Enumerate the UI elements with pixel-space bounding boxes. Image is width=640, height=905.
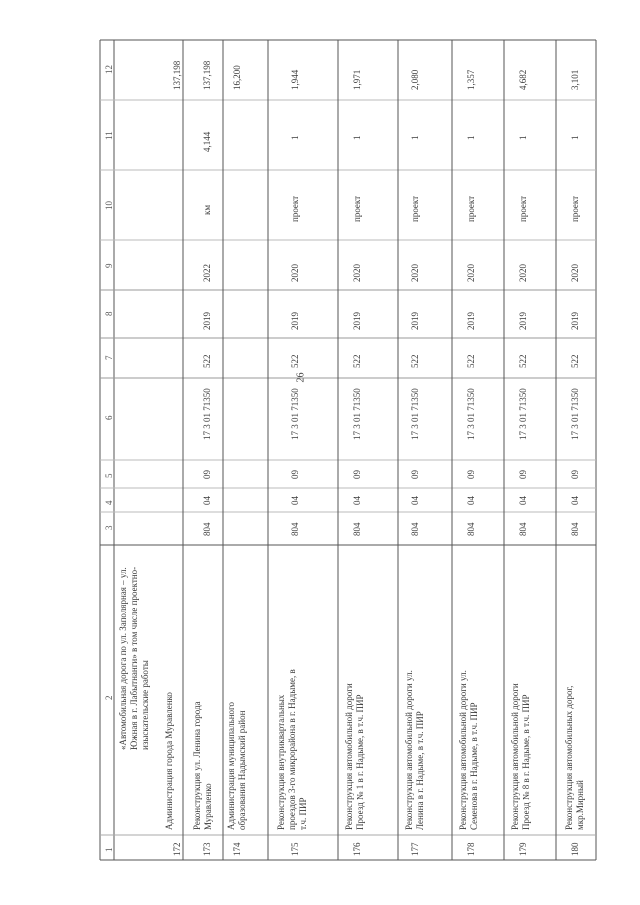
row-178-amount: 1,357: [466, 69, 476, 90]
row-174-name: Администрация муниципального образования Надымский район: [226, 701, 247, 830]
row-180-c6: 17 3 01 71350: [570, 388, 580, 440]
row-178-c4: 04: [466, 496, 476, 505]
row-173-c11: 4,144: [202, 131, 212, 152]
row-180-c7: 522: [570, 354, 580, 368]
row-175-name: Реконструкция внутриквартальных проездов 3-го микрорайона в г. Надыме, в т.ч. ПИР: [276, 669, 308, 830]
header-col-10: 10: [104, 201, 114, 210]
header-col-6: 6: [104, 415, 114, 420]
header-col-4: 4: [104, 500, 114, 505]
row-176-c6: 17 3 01 71350: [352, 388, 362, 440]
row-176-amount: 1,971: [352, 69, 362, 90]
row-176-c7: 522: [352, 354, 362, 368]
row-177-c10: проект: [410, 195, 420, 222]
row-179-c6: 17 3 01 71350: [518, 388, 528, 440]
row-172-num: 172: [172, 842, 182, 856]
row-175-num: 175: [290, 842, 300, 856]
row-180-c3: 804: [570, 522, 580, 536]
row-175-c7: 522: [290, 354, 300, 368]
row-177-name: Реконструкция автомобильной дороги ул. Ленина в г. Надыме, в т.ч. ПИР: [404, 670, 425, 830]
row-180-num: 180: [570, 842, 580, 856]
row-178-c9: 2020: [466, 264, 476, 282]
row-179-amount: 4,682: [518, 69, 528, 90]
row-178-c10: проект: [466, 195, 476, 222]
row-178-c3: 804: [466, 522, 476, 536]
row-179-num: 179: [518, 842, 528, 856]
row-178-name: Реконструкция автомобильной дороги ул. Семенова в г. Надыме, в т.ч. ПИР: [458, 670, 479, 830]
intro-text: «Автомобильная дорога по ул. Заполярная – ул. Южная в г. Лабытнанги» в том числе проектно-изыскательские работы: [118, 566, 150, 750]
row-177-num: 177: [410, 842, 420, 856]
row-178-c11: 1: [466, 135, 476, 140]
row-177-c11: 1: [410, 135, 420, 140]
row-173-c5: 09: [202, 470, 212, 479]
row-177-c9: 2020: [410, 264, 420, 282]
row-172-amount: 137,198: [172, 60, 182, 90]
row-179-c4: 04: [518, 496, 528, 505]
row-173-c4: 04: [202, 496, 212, 505]
row-175-c11: 1: [290, 135, 300, 140]
row-179-name: Реконструкция автомобильной дороги Проезд № 8 в г. Надыме, в т.ч. ПИР: [510, 683, 531, 830]
row-174-amount: 16,200: [232, 65, 242, 90]
row-175-c9: 2020: [290, 264, 300, 282]
header-col-5: 5: [104, 473, 114, 478]
header-col-9: 9: [104, 263, 114, 268]
row-177-c6: 17 3 01 71350: [410, 388, 420, 440]
row-180-amount: 3,101: [570, 69, 580, 90]
header-col-3: 3: [104, 525, 114, 530]
row-178-c6: 17 3 01 71350: [466, 388, 476, 440]
row-180-c8: 2019: [570, 312, 580, 330]
row-178-c7: 522: [466, 354, 476, 368]
row-179-c10: проект: [518, 195, 528, 222]
header-col-2: 2: [104, 695, 114, 700]
row-177-c4: 04: [410, 496, 420, 505]
row-175-c4: 04: [290, 496, 300, 505]
header-col-1: 1: [104, 847, 114, 852]
row-176-c9: 2020: [352, 264, 362, 282]
row-172-name: Администрация города Муравленко: [164, 692, 174, 830]
row-179-c11: 1: [518, 135, 528, 140]
row-176-c11: 1: [352, 135, 362, 140]
row-173-c10: км: [202, 204, 212, 215]
row-173-name: Реконструкция ул. Ленина города Муравленко: [192, 701, 213, 830]
row-177-c5: 09: [410, 470, 420, 479]
row-175-c8: 2019: [290, 312, 300, 330]
row-175-amount: 1,944: [290, 69, 300, 90]
row-178-num: 178: [466, 842, 476, 856]
row-180-c5: 09: [570, 470, 580, 479]
row-177-c8: 2019: [410, 312, 420, 330]
row-176-c3: 804: [352, 522, 362, 536]
row-178-c5: 09: [466, 470, 476, 479]
row-180-c10: проект: [570, 195, 580, 222]
row-180-c9: 2020: [570, 264, 580, 282]
row-177-c3: 804: [410, 522, 420, 536]
row-180-name: Реконструкция автомобильных дорог, мкр.Мирный: [564, 685, 585, 830]
row-174-num: 174: [232, 842, 242, 856]
row-180-c11: 1: [570, 135, 580, 140]
row-176-c8: 2019: [352, 312, 362, 330]
header-col-8: 8: [104, 311, 114, 316]
header-col-7: 7: [104, 355, 114, 360]
row-177-c7: 522: [410, 354, 420, 368]
page-number: 26: [295, 372, 307, 383]
row-175-c3: 804: [290, 522, 300, 536]
row-179-c3: 804: [518, 522, 528, 536]
row-179-c8: 2019: [518, 312, 528, 330]
row-179-c9: 2020: [518, 264, 528, 282]
row-173-c3: 804: [202, 522, 212, 536]
row-173-amount: 137,198: [202, 60, 212, 90]
row-175-c6: 17 3 01 71350: [290, 388, 300, 440]
row-178-c8: 2019: [466, 312, 476, 330]
row-176-name: Реконструкция автомобильной дороги Проезд № 1 в г. Надыме, в т.ч. ПИР: [344, 683, 365, 830]
row-173-c6: 17 3 01 71350: [202, 388, 212, 440]
row-175-c5: 09: [290, 470, 300, 479]
header-col-12: 12: [104, 65, 114, 74]
row-173-c8: 2019: [202, 312, 212, 330]
row-179-c7: 522: [518, 354, 528, 368]
row-175-c10: проект: [290, 195, 300, 222]
row-173-c7: 522: [202, 354, 212, 368]
row-176-c10: проект: [352, 195, 362, 222]
row-173-c9: 2022: [202, 264, 212, 282]
row-179-c5: 09: [518, 470, 528, 479]
row-176-c5: 09: [352, 470, 362, 479]
row-176-c4: 04: [352, 496, 362, 505]
row-180-c4: 04: [570, 496, 580, 505]
row-177-amount: 2,080: [410, 69, 420, 90]
row-176-num: 176: [352, 842, 362, 856]
row-173-num: 173: [202, 842, 212, 856]
header-col-11: 11: [104, 131, 114, 140]
